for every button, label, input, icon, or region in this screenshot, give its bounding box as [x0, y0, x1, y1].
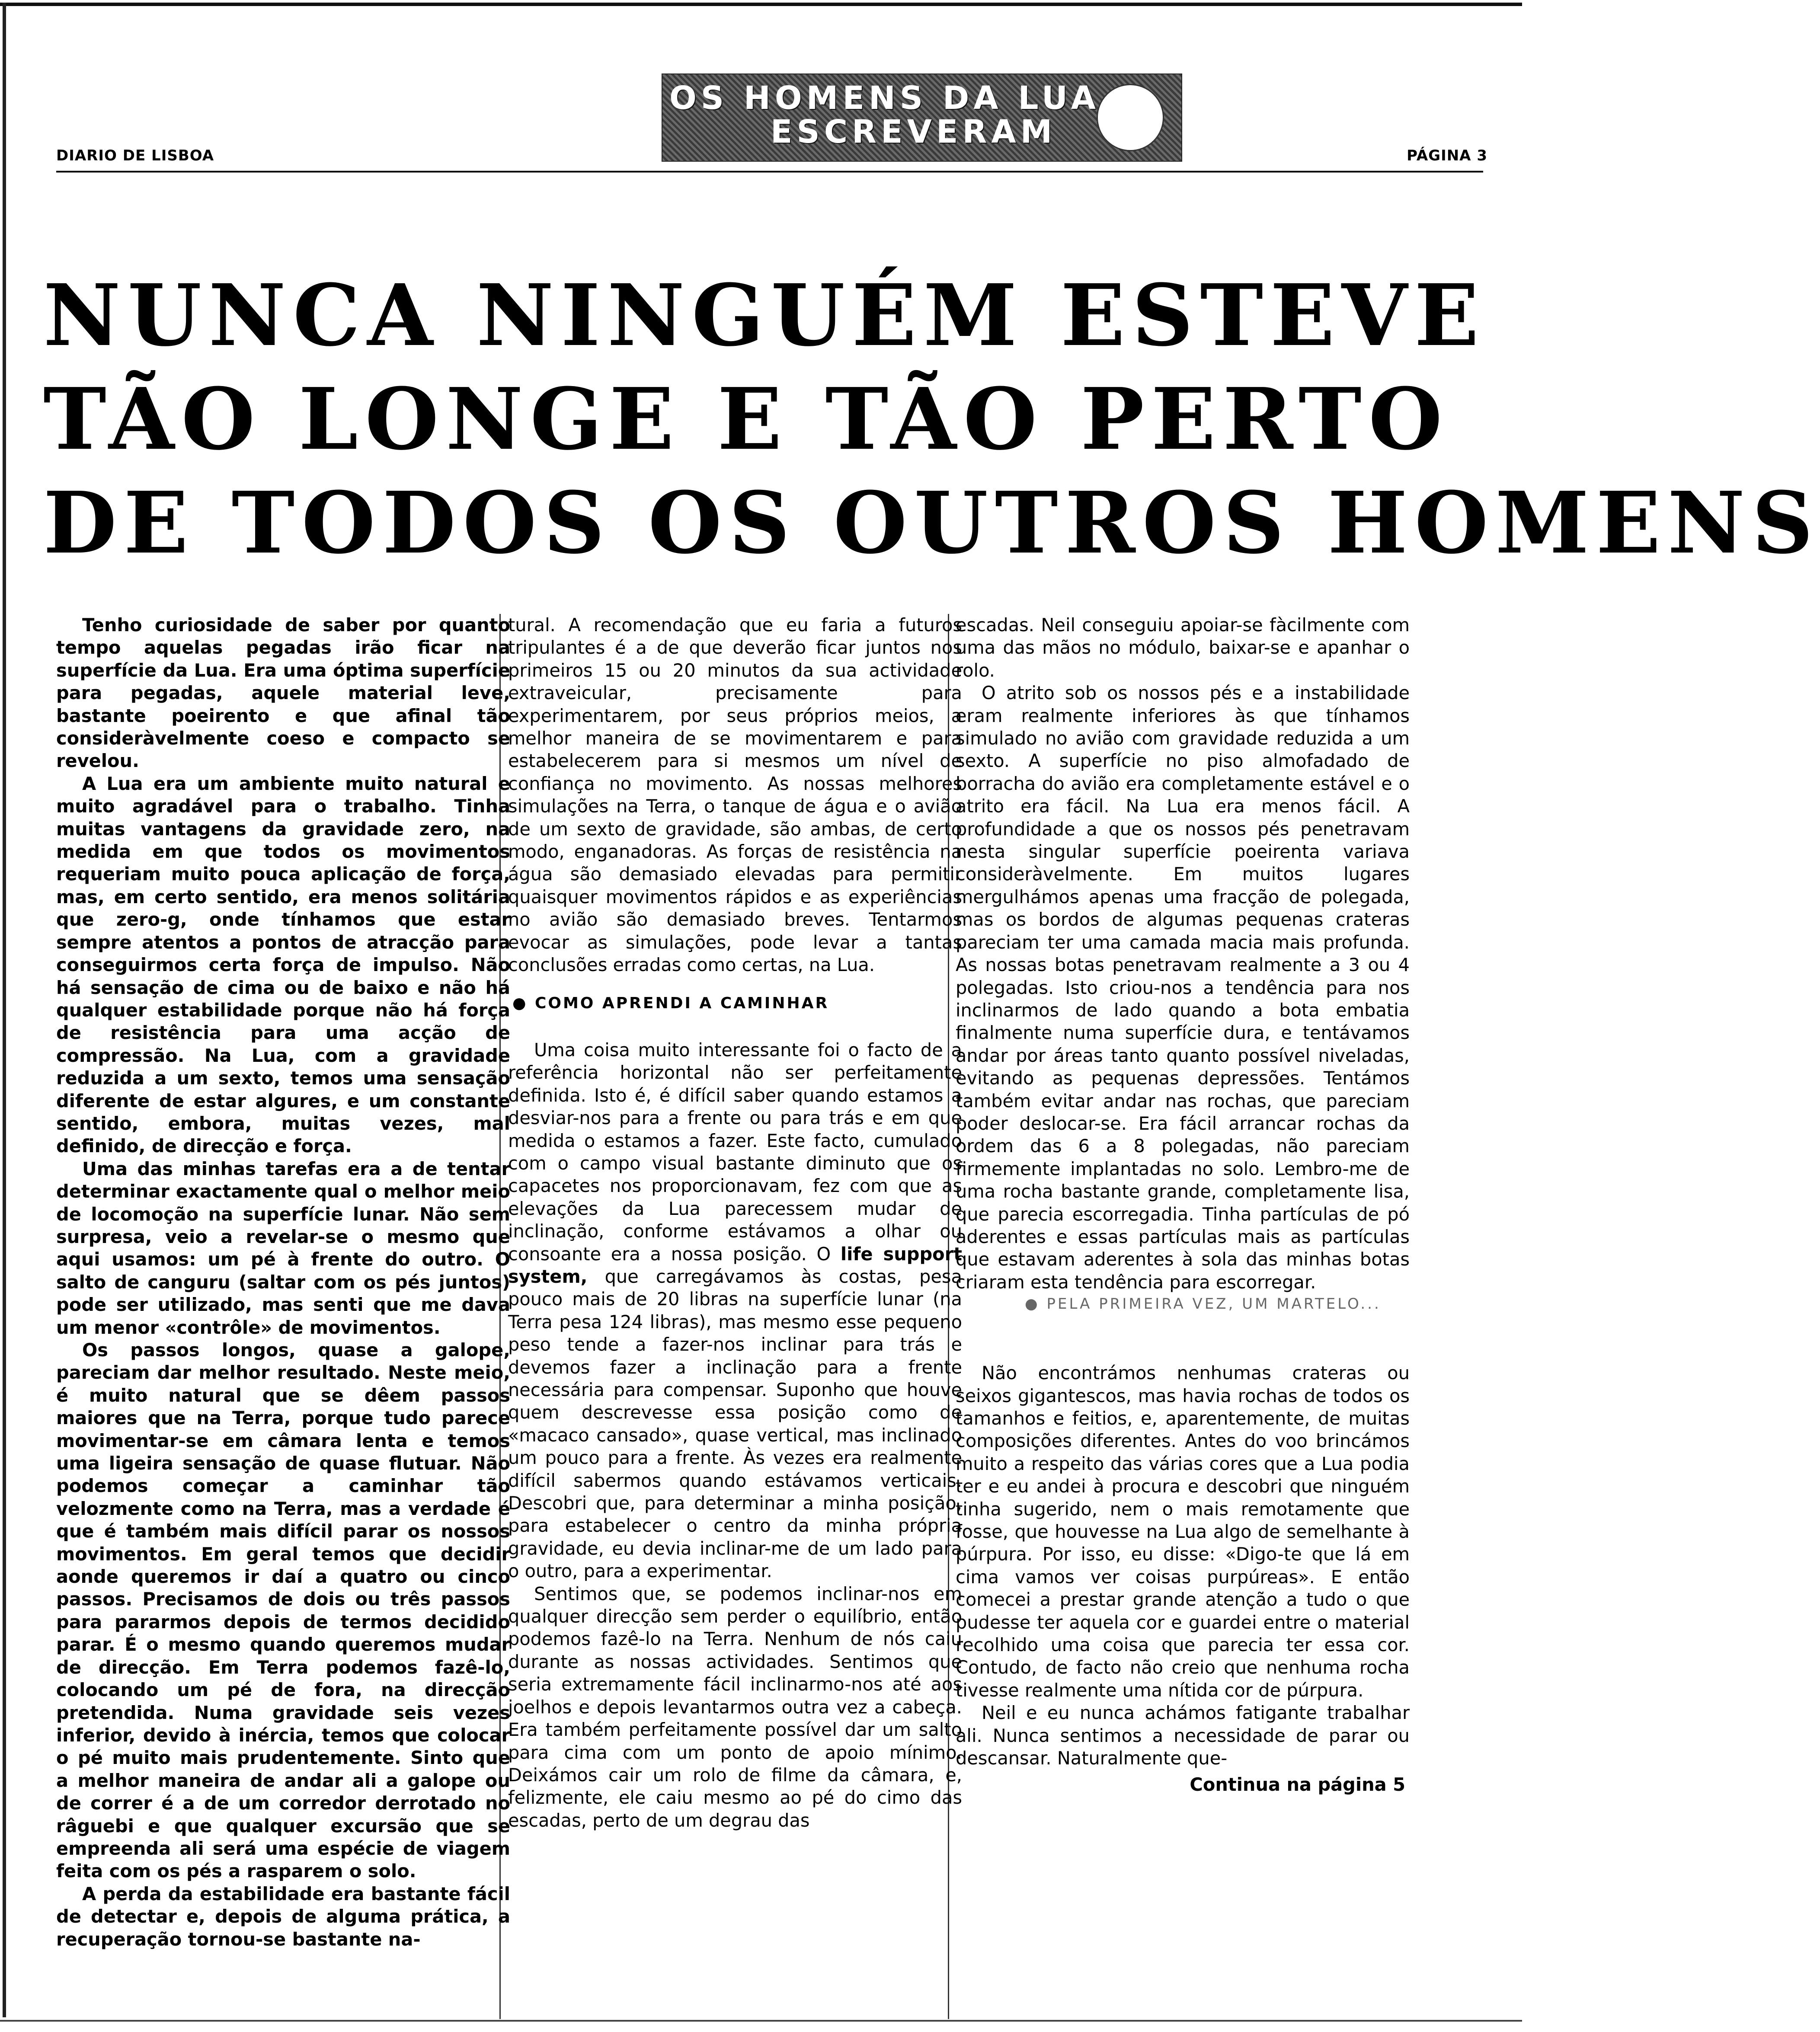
headline: [43, 264, 1820, 575]
paragraph: Neil e eu nunca achámos fatigante trabalhar ali. Nunca sentimos a necessidade de parar ou descansar. Naturalmente que-: [956, 1702, 1410, 1769]
bottom-border: [0, 2020, 1522, 2022]
paragraph: A perda da estabilidade era bastante fácil de detectar e, depois de alguma prática, a recuperação tornou-se bastante na-: [56, 1883, 510, 1950]
left-border: [3, 3, 6, 2017]
paragraph: [508, 1039, 962, 1583]
header-rule: [56, 171, 1483, 173]
bold-term: life support system,: [508, 1243, 962, 1287]
paragraph: Sentimos que, se podemos inclinar-nos em qualquer direcção sem perder o equilíbrio, então podemos fazê-lo na Terra. Nenhum de nós caiu durante as nossas actividades. Sentimos que seria extremamente fácil inclinarmo-nos até aos joelhos e depois levantarmos outra vez a cabeça. Era também perfeitamente possível dar um salto para cima com um ponto de apoio mínimo. Deixámos cair um rolo de filme da câmara, e, felizmente, ele caiu mesmo ao pé do cimo das escadas, perto de um degrau das: [508, 1583, 962, 1831]
paragraph: O atrito sob os nossos pés e a instabilidade eram realmente inferiores às que tínhamos simulado no avião com gravidade reduzida a um sexto. A superfície no piso almofadado de borracha do avião era completamente estável e o atrito era fácil. Na Lua era menos fácil. A profundidade a que os nossos pés penetravam nesta singular superfície poeirenta variava consideràvelmente. Em muitos lugares mergulhámos apenas uma fracção de polegada, mas os bordos de algumas pequenas crateras pareciam ter uma camada macia mais profunda. As nossas botas penetravam realmente a 3 ou 4 polegadas. Isto criou-nos a tendência para nos inclinarmos de lado quando a bota embatia finalmente numa superfície dura, e tentávamos andar por áreas tanto quanto possível niveladas, evitando as pequenas depressões. Tentámos também evitar andar nas rochas, que pareciam poder deslocar-se. Era fácil arrancar rochas da ordem das 6 a 8 polegadas, não pareciam firmemente implantadas no solo. Lembro-me de uma rocha bastante grande, completamente lisa, que parecia escorregadia. Tinha partículas de pó aderentes e essas partículas mais as partículas que estavam aderentes à sola das minhas botas criaram esta tendência para escorregar.: [956, 682, 1410, 1293]
top-border: [0, 3, 1522, 6]
banner-line-1: OS HOMENS DA LUA: [669, 80, 1100, 117]
article-column-2: [508, 614, 962, 2015]
paragraph: A Lua era um ambiente muito natural e muito agradável para o trabalho. Tinha muitas vantagens da gravidade zero, na medida em que todos os movimentos requeriam muito pouca aplicação de força, mas, em certo sentido, era menos solitária que zero-g, onde tínhamos que estar sempre atentos a pontos de atracção para conseguirmos certa força de impulso. Não há sensação de cima ou de baixo e não há qualquer estabilidade porque não há força de resistência para uma acção de compressão. Na Lua, com a gravidade reduzida a um sexto, temos uma sensação diferente de estar algures, e um constante sentido, embora, muitas vezes, mal definido, de direcção e força.: [56, 773, 510, 1157]
page-number: PÁGINA 3: [1407, 147, 1487, 164]
continuation-note: Continua na página 5: [1190, 1773, 1405, 1795]
article-column-1: [56, 614, 510, 2015]
paragraph: escadas. Neil conseguiu apoiar-se fàcilmente com uma das mãos no módulo, baixar-se e apanhar o rolo.: [956, 614, 1410, 681]
section-banner: [662, 73, 1182, 162]
banner-line-2: ESCREVERAM: [771, 113, 1057, 150]
headline-line-2: TÃO LONGE E TÃO PERTO: [43, 370, 1449, 469]
paragraph: Os passos longos, quase a galope, pareciam dar melhor resultado. Neste meio, é muito natural que se dêem passos maiores que na Terra, porque tudo parece movimentar-se em câmara lenta e temos uma ligeira sensação de quase flutuar. Não podemos começar a caminhar tão velozmente como na Terra, mas a verdade é que é também mais difícil parar os nossos movimentos. Em geral temos que decidir aonde queremos ir daí a quatro ou cinco passos. Precisamos de dois ou três passos para pararmos depois de termos decidido parar. É o mesmo quando queremos mudar de direcção. Em Terra podemos fazê-lo, colocando um pé de fora, na direcção pretendida. Numa gravidade seis vezes inferior, devido à inércia, temos que colocar o pé muito mais prudentemente. Sinto que a melhor maneira de andar ali a galope ou de correr é a de um corredor derrotado no râguebi e que qualquer excursão que se empreenda ali será uma espécie de viagem feita com os pés a rasparem o solo.: [56, 1339, 510, 1882]
paragraph: Tenho curiosidade de saber por quanto tempo aquelas pegadas irão ficar na superfície da Lua. Era uma óptima superfície para pegadas, aquele material leve, bastante poeirento e que afinal tão consideràvelmente coeso e compacto se revelou.: [56, 614, 510, 772]
paragraph: Não encontrámos nenhumas crateras ou seixos gigantescos, mas havia rochas de todos os tamanhos e feitios, e, aparentemente, de muitas composições diferentes. Antes do voo brincámos muito a respeito das várias cores que a Lua podia ter e eu andei à procura e descobri que ninguém tinha sugerido, nem o mais remotamente que fosse, que houvesse na Lua algo de semelhante à púrpura. Por isso, eu disse: «Digo-te que lá em cima vamos ver coisas purpúreas». E então comecei a prestar grande atenção a tudo o que pudesse ter aquela cor e guardei entre o material recolhido uma coisa que parecia ter essa cor. Contudo, de facto não creio que nenhuma rocha tivesse realmente uma nítida cor de púrpura.: [956, 1362, 1410, 1701]
headline-line-3: DE TODOS OS OUTROS HOMENS: [43, 473, 1820, 573]
paragraph-text: Uma coisa muito interessante foi o facto de a referência horizontal não ser perfeitamente definida. Isto é, é difícil saber quando estamos a desviar-nos para a frente ou para trás e em que medida o estamos a fazer. Este facto, cumulado com o campo visual bastante diminuto que os capacetes nos proporcionavam, fez com que as elevações da Lua parecessem mudar de inclinação, conforme estávamos a olhar ou consoante era a nossa posição. O: [508, 1039, 962, 1265]
section-subhead: ● PELA PRIMEIRA VEZ, UM MARTELO...: [1025, 1295, 1381, 1313]
newspaper-name: DIARIO DE LISBOA: [56, 147, 214, 164]
paragraph: tural. A recomendação que eu faria a futuros tripulantes é a de que deverão ficar juntos nos primeiros 15 ou 20 minutos da sua actividade extraveicular, precisamente para experimentarem, por seus próprios meios, a melhor maneira de se movimentarem e para estabelecerem para si mesmos um nível de confiança no movimento. As nossas melhores simulações na Terra, o tanque de água e o avião de um sexto de gravidade, são ambas, de certo modo, enganadoras. As forças de resistência na água são demasiado elevadas para permitir quaisquer movimentos rápidos e as experiências no avião são demasiado breves. Tentarmos evocar as simulações, pode levar a tantas conclusões erradas como certas, na Lua.: [508, 614, 962, 976]
headline-line-1: NUNCA NINGUÉM ESTEVE: [43, 266, 1486, 365]
moon-icon: [1097, 84, 1164, 151]
paragraph: Uma das minhas tarefas era a de tentar determinar exactamente qual o melhor meio de locomoção na superfície lunar. Não sem surpresa, veio a revelar-se o mesmo que aqui usamos: um pé à frente do outro. O salto de canguru (saltar com os pés juntos) pode ser utilizado, mas senti que me dava um menor «contrôle» de movimentos.: [56, 1158, 510, 1338]
section-subhead: ● COMO APRENDI A CAMINHAR: [512, 994, 829, 1012]
article-column-3: [956, 614, 1410, 2015]
paragraph-text: que carregávamos às costas, pesa pouco mais de 20 libras na superfície lunar (na Terra pesa 124 libras), mas mesmo esse pequeno peso tende a fazer-nos inclinar para trás e devemos fazer a inclinação para a frente necessária para compensar. Suponho que houve quem descrevesse essa posição como de «macaco cansado», quase vertical, mas inclinado um pouco para a frente. Às vezes era realmente difícil sabermos quando estávamos verticais. Descobri que, para determinar a minha posição, para estabelecer o centro da minha própria gravidade, eu devia inclinar-me de um lado para o outro, para a experimentar.: [508, 1265, 962, 1582]
